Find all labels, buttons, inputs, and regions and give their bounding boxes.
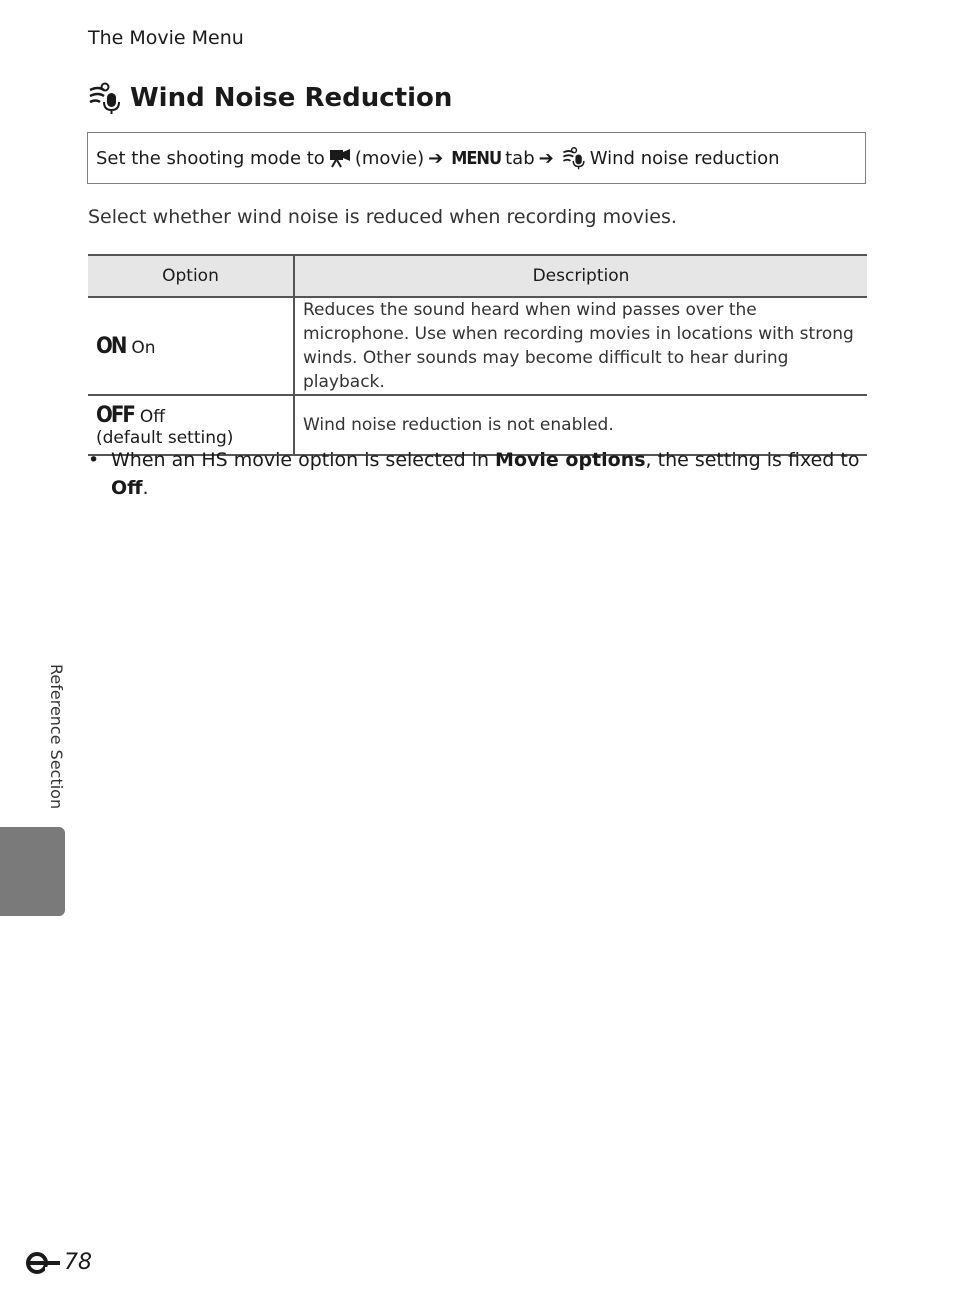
menu-button-label: MENU [451, 147, 502, 169]
wind-noise-icon [88, 82, 122, 114]
section-tab [0, 827, 65, 916]
intro-text: Select whether wind noise is reduced when recording movies. [88, 206, 677, 228]
page-title-text: Wind Noise Reduction [130, 83, 453, 113]
option-label: Off [139, 406, 165, 427]
path-tab-label: tab [505, 147, 535, 169]
column-header-option: Option [88, 255, 294, 297]
table-row [88, 297, 867, 395]
path-prefix: Set the shooting mode to [96, 147, 325, 169]
page-number [26, 1250, 92, 1275]
note-part: When an HS movie option is selected in [111, 449, 496, 471]
description-cell: Reduces the sound heard when wind passes over the microphone. Use when recording movies in locations with strong winds. Other sounds may become difficult to hear during playback. [294, 297, 867, 395]
running-header: The Movie Menu [88, 27, 244, 49]
table-header-row [88, 255, 867, 297]
arrow-right-icon: ➔ [538, 147, 554, 169]
options-table [88, 254, 867, 456]
note-bold-off: Off [111, 477, 143, 499]
option-label: On [131, 337, 156, 358]
reference-icon [26, 1252, 62, 1274]
note-bullet [88, 446, 868, 502]
column-header-description: Description [294, 255, 867, 297]
path-movie-label: (movie) [354, 147, 425, 169]
note-text [111, 446, 868, 502]
arrow-right-icon: ➔ [428, 147, 444, 169]
option-cell [88, 297, 294, 395]
note-part: , the setting is fixed to [645, 449, 860, 471]
wind-noise-icon [562, 146, 586, 170]
description-cell: Wind noise reduction is not enabled. [294, 395, 867, 455]
menu-path-box [87, 132, 866, 184]
page-title [88, 82, 452, 114]
bullet-icon: • [88, 449, 100, 471]
note-part: . [142, 477, 149, 499]
side-section-label: Reference Section [47, 664, 66, 810]
default-setting-note: (default setting) [96, 427, 234, 448]
movie-icon [329, 148, 351, 168]
note-bold-movie-options: Movie options [495, 449, 646, 471]
on-icon: ON [96, 333, 126, 359]
path-item-label: Wind noise reduction [589, 147, 780, 169]
page-number-text: 78 [64, 1250, 92, 1275]
off-icon: OFF [96, 402, 134, 428]
